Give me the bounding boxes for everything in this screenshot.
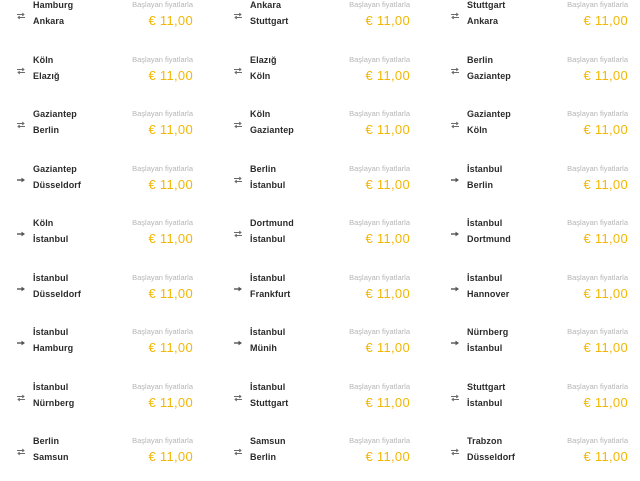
route-destination: Düsseldorf: [467, 452, 516, 462]
price-label: Başlayan fiyatlarla: [132, 109, 193, 118]
round-trip-arrows-icon: [233, 121, 243, 129]
route-card[interactable]: [434, 0, 640, 45]
route-card[interactable]: [434, 263, 640, 318]
route-origin: Gaziantep: [467, 109, 511, 119]
route-price: € 11,00: [583, 449, 628, 464]
route-card[interactable]: [0, 154, 217, 209]
route-destination: Münih: [250, 343, 277, 353]
route-destination: Düsseldorf: [33, 288, 82, 299]
route-destination: Berlin: [467, 179, 494, 190]
route-origin: İstanbul: [33, 272, 69, 283]
one-way-arrow-icon: [16, 176, 26, 184]
route-card[interactable]: [0, 372, 217, 427]
route-card[interactable]: [434, 208, 640, 263]
route-origin: Köln: [250, 109, 271, 119]
route-destination: Gaziantep: [467, 70, 511, 81]
round-trip-arrows-icon: [450, 67, 460, 75]
price-label: Başlayan fiyatlarla: [132, 381, 193, 391]
one-way-arrow-icon: [16, 339, 26, 347]
price-label: Başlayan fiyatlarla: [132, 0, 193, 9]
price-label: Başlayan fiyatlarla: [132, 163, 193, 173]
route-destination: Stuttgart: [250, 16, 289, 26]
route-card[interactable]: [434, 99, 640, 154]
route-origin: Köln: [33, 54, 54, 65]
route-price: € 11,00: [148, 449, 193, 464]
price-label: Başlayan fiyatlarla: [567, 436, 628, 445]
route-price: € 11,00: [148, 67, 193, 83]
route-card[interactable]: [434, 426, 640, 481]
route-card[interactable]: [434, 154, 640, 209]
round-trip-arrows-icon: [233, 67, 243, 75]
route-destination: Nürnberg: [33, 397, 75, 408]
route-price: € 11,00: [148, 122, 193, 137]
price-label: Başlayan fiyatlarla: [567, 54, 628, 64]
route-card[interactable]: [0, 426, 217, 481]
round-trip-arrows-icon: [16, 67, 26, 75]
one-way-arrow-icon: [450, 285, 460, 293]
route-price: € 11,00: [148, 13, 193, 28]
route-destination: Düsseldorf: [33, 179, 82, 190]
route-destination: Frankfurt: [250, 288, 291, 299]
price-label: Başlayan fiyatlarla: [349, 381, 410, 391]
route-card[interactable]: [217, 0, 434, 45]
one-way-arrow-icon: [450, 230, 460, 238]
round-trip-arrows-icon: [450, 448, 460, 456]
route-destination: İstanbul: [33, 234, 69, 244]
round-trip-arrows-icon: [16, 448, 26, 456]
route-origin: Berlin: [250, 163, 277, 174]
price-label: Başlayan fiyatlarla: [349, 436, 410, 445]
one-way-arrow-icon: [233, 285, 243, 293]
price-label: Başlayan fiyatlarla: [567, 0, 628, 9]
route-origin: Hamburg: [33, 0, 74, 10]
round-trip-arrows-icon: [450, 12, 460, 20]
one-way-arrow-icon: [16, 285, 26, 293]
route-destination: Stuttgart: [250, 397, 289, 408]
route-price: € 11,00: [583, 176, 628, 192]
route-card[interactable]: [0, 317, 217, 372]
one-way-arrow-icon: [450, 176, 460, 184]
route-origin: İstanbul: [467, 218, 503, 228]
route-price: € 11,00: [365, 449, 410, 464]
price-label: Başlayan fiyatlarla: [349, 163, 410, 173]
route-origin: İstanbul: [250, 327, 286, 337]
route-price: € 11,00: [583, 231, 628, 246]
route-origin: Dortmund: [250, 218, 294, 228]
route-price: € 11,00: [583, 285, 628, 301]
route-destination: Dortmund: [467, 234, 511, 244]
price-label: Başlayan fiyatlarla: [132, 218, 193, 227]
route-destination: Samsun: [33, 452, 69, 462]
one-way-arrow-icon: [450, 339, 460, 347]
round-trip-arrows-icon: [450, 121, 460, 129]
route-origin: Trabzon: [467, 436, 503, 446]
route-origin: Samsun: [250, 436, 286, 446]
price-label: Başlayan fiyatlarla: [132, 54, 193, 64]
route-origin: Stuttgart: [467, 381, 506, 392]
route-price: € 11,00: [583, 340, 628, 355]
route-destination: Elazığ: [33, 70, 60, 81]
route-card[interactable]: [0, 0, 217, 45]
route-card[interactable]: [0, 208, 217, 263]
route-card[interactable]: [217, 263, 434, 318]
round-trip-arrows-icon: [16, 394, 26, 402]
route-price: € 11,00: [365, 231, 410, 246]
route-card[interactable]: [434, 317, 640, 372]
price-label: Başlayan fiyatlarla: [567, 272, 628, 282]
price-label: Başlayan fiyatlarla: [349, 54, 410, 64]
route-origin: İstanbul: [33, 381, 69, 392]
route-origin: Stuttgart: [467, 0, 506, 10]
route-destination: İstanbul: [250, 234, 286, 244]
route-card[interactable]: [0, 45, 217, 100]
round-trip-arrows-icon: [233, 230, 243, 238]
route-price: € 11,00: [583, 67, 628, 83]
round-trip-arrows-icon: [233, 12, 243, 20]
round-trip-arrows-icon: [233, 176, 243, 184]
route-origin: Nürnberg: [467, 327, 509, 337]
price-label: Başlayan fiyatlarla: [132, 327, 193, 336]
route-origin: Berlin: [467, 54, 494, 65]
route-destination: Berlin: [33, 125, 60, 135]
route-card[interactable]: [434, 45, 640, 100]
route-price: € 11,00: [365, 285, 410, 301]
route-origin: Berlin: [33, 436, 60, 446]
round-trip-arrows-icon: [16, 121, 26, 129]
route-price: € 11,00: [365, 13, 410, 28]
route-price: € 11,00: [148, 394, 193, 410]
route-card[interactable]: [217, 426, 434, 481]
route-destination: Hamburg: [33, 343, 74, 353]
price-label: Başlayan fiyatlarla: [349, 218, 410, 227]
route-price: € 11,00: [365, 176, 410, 192]
route-origin: Elazığ: [250, 54, 277, 65]
route-destination: Ankara: [33, 16, 65, 26]
price-label: Başlayan fiyatlarla: [349, 327, 410, 336]
route-card[interactable]: [217, 45, 434, 100]
route-destination: Berlin: [250, 452, 277, 462]
one-way-arrow-icon: [16, 230, 26, 238]
route-origin: İstanbul: [467, 163, 503, 174]
route-destination: Gaziantep: [250, 125, 294, 135]
route-card[interactable]: [217, 372, 434, 427]
route-price: € 11,00: [583, 122, 628, 137]
one-way-arrow-icon: [233, 339, 243, 347]
round-trip-arrows-icon: [450, 394, 460, 402]
price-label: Başlayan fiyatlarla: [567, 163, 628, 173]
price-label: Başlayan fiyatlarla: [567, 327, 628, 336]
route-card[interactable]: [217, 99, 434, 154]
route-origin: İstanbul: [250, 381, 286, 392]
route-destination: İstanbul: [467, 397, 503, 408]
route-destination: Ankara: [467, 16, 499, 26]
price-label: Başlayan fiyatlarla: [349, 109, 410, 118]
route-origin: Gaziantep: [33, 109, 77, 119]
route-card[interactable]: [217, 154, 434, 209]
round-trip-arrows-icon: [233, 448, 243, 456]
route-destination: Köln: [250, 70, 271, 81]
route-origin: İstanbul: [467, 272, 503, 283]
price-label: Başlayan fiyatlarla: [349, 0, 410, 9]
price-label: Başlayan fiyatlarla: [567, 381, 628, 391]
route-card[interactable]: [0, 99, 217, 154]
route-card[interactable]: [217, 317, 434, 372]
price-label: Başlayan fiyatlarla: [349, 272, 410, 282]
route-origin: Ankara: [250, 0, 282, 10]
route-destination: Köln: [467, 125, 488, 135]
route-origin: İstanbul: [33, 327, 69, 337]
route-price: € 11,00: [583, 394, 628, 410]
route-destination: Hannover: [467, 288, 510, 299]
route-card[interactable]: [217, 208, 434, 263]
round-trip-arrows-icon: [233, 394, 243, 402]
route-origin: Köln: [33, 218, 54, 228]
route-card[interactable]: [434, 372, 640, 427]
price-label: Başlayan fiyatlarla: [567, 218, 628, 227]
price-label: Başlayan fiyatlarla: [567, 109, 628, 118]
route-origin: Gaziantep: [33, 163, 77, 174]
price-label: Başlayan fiyatlarla: [132, 436, 193, 445]
route-destination: İstanbul: [467, 343, 503, 353]
route-price: € 11,00: [148, 231, 193, 246]
route-origin: İstanbul: [250, 272, 286, 283]
route-destination: İstanbul: [250, 179, 286, 190]
route-price: € 11,00: [148, 285, 193, 301]
price-label: Başlayan fiyatlarla: [132, 272, 193, 282]
route-price: € 11,00: [148, 176, 193, 192]
route-price: € 11,00: [365, 67, 410, 83]
round-trip-arrows-icon: [16, 12, 26, 20]
route-card[interactable]: [0, 263, 217, 318]
route-price: € 11,00: [583, 13, 628, 28]
route-price: € 11,00: [365, 394, 410, 410]
route-price: € 11,00: [365, 122, 410, 137]
route-price: € 11,00: [148, 340, 193, 355]
route-price: € 11,00: [365, 340, 410, 355]
